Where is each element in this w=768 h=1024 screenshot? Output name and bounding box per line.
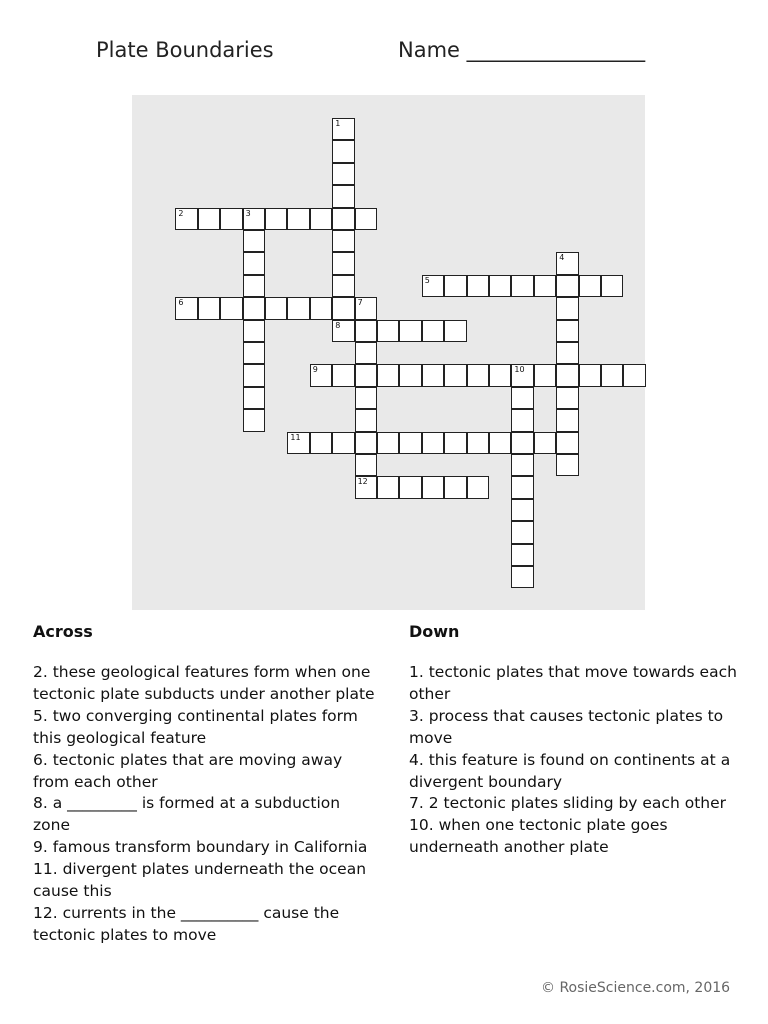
grid-cell[interactable] <box>355 454 377 476</box>
grid-cell[interactable] <box>243 252 265 274</box>
clue-number: 9 <box>312 365 318 375</box>
grid-cell[interactable] <box>422 364 444 386</box>
clue-number: 1 <box>335 119 341 128</box>
grid-cell[interactable] <box>265 297 287 319</box>
grid-cell[interactable] <box>355 208 377 230</box>
grid-cell[interactable] <box>243 297 265 319</box>
grid-cell[interactable] <box>556 275 578 297</box>
grid-cell[interactable] <box>377 476 399 498</box>
grid-cell[interactable] <box>332 140 354 162</box>
grid-cell[interactable] <box>399 432 421 454</box>
grid-cell[interactable] <box>556 252 578 274</box>
grid-cell[interactable] <box>534 275 556 297</box>
grid-cell[interactable] <box>332 163 354 185</box>
grid-cell[interactable] <box>198 208 220 230</box>
grid-cell[interactable] <box>511 566 533 588</box>
grid-cell[interactable] <box>467 476 489 498</box>
grid-cell[interactable] <box>444 364 466 386</box>
grid-cell[interactable] <box>511 476 533 498</box>
grid-cell[interactable] <box>511 454 533 476</box>
grid-cell[interactable] <box>534 432 556 454</box>
grid-cell[interactable] <box>310 364 332 386</box>
grid-cell[interactable] <box>310 432 332 454</box>
clue-across-6: 6. tectonic plates that are moving away from each other <box>33 750 343 791</box>
grid-cell[interactable] <box>511 275 533 297</box>
grid-cell[interactable] <box>355 409 377 431</box>
grid-cell[interactable] <box>623 364 645 386</box>
clue-across-5: 5. two converging continental plates form this geological feature <box>33 706 358 747</box>
clue-down-3: 3. process that causes tectonic plates to move <box>409 706 724 747</box>
grid-cell[interactable] <box>444 432 466 454</box>
clue-number: 8 <box>335 320 341 330</box>
grid-cell[interactable] <box>332 118 354 140</box>
grid-cell[interactable] <box>265 208 287 230</box>
grid-cell[interactable] <box>556 297 578 319</box>
grid-cell[interactable] <box>489 275 511 297</box>
grid-cell[interactable] <box>332 297 354 319</box>
grid-cell[interactable] <box>287 208 309 230</box>
grid-cell[interactable] <box>422 476 444 498</box>
grid-cell[interactable] <box>579 275 601 297</box>
grid-cell[interactable] <box>556 320 578 342</box>
grid-cell[interactable] <box>467 432 489 454</box>
grid-cell[interactable] <box>377 320 399 342</box>
grid-cell[interactable] <box>511 544 533 566</box>
grid-cell[interactable] <box>332 252 354 274</box>
grid-cell[interactable] <box>175 297 197 319</box>
grid-cell[interactable] <box>511 521 533 543</box>
clue-number: 11 <box>290 432 301 442</box>
grid-cell[interactable] <box>556 409 578 431</box>
down-heading: Down <box>409 622 460 641</box>
grid-cell[interactable] <box>556 342 578 364</box>
grid-cell[interactable] <box>467 364 489 386</box>
clue-across-9: 9. famous transform boundary in California <box>33 838 368 857</box>
clue-across-12: 12. currents in the __________ cause the tectonic plates to move <box>33 903 340 944</box>
grid-cell[interactable] <box>243 409 265 431</box>
grid-cell[interactable] <box>422 432 444 454</box>
grid-cell[interactable] <box>422 275 444 297</box>
clue-number: 5 <box>424 275 430 285</box>
clue-across-2: 2. these geological features form when one tectonic plate subducts under another plate <box>33 663 375 703</box>
grid-cell[interactable] <box>332 432 354 454</box>
grid-cell[interactable] <box>220 297 242 319</box>
across-clue-list <box>33 662 378 947</box>
grid-cell[interactable] <box>287 297 309 319</box>
grid-cell[interactable] <box>243 230 265 252</box>
clue-number: 4 <box>559 253 565 263</box>
grid-cell[interactable] <box>243 387 265 409</box>
clue-number: 10 <box>514 365 525 375</box>
grid-cell[interactable] <box>243 208 265 230</box>
grid-cell[interactable] <box>601 364 623 386</box>
clue-across-11: 11. divergent plates underneath the ocean cause this <box>33 860 367 901</box>
grid-cell[interactable] <box>355 476 377 498</box>
grid-cell[interactable] <box>355 297 377 319</box>
grid-cell[interactable] <box>355 387 377 409</box>
grid-cell[interactable] <box>310 208 332 230</box>
grid-cell[interactable] <box>355 320 377 342</box>
grid-cell[interactable] <box>332 320 354 342</box>
grid-cell[interactable] <box>444 476 466 498</box>
grid-cell[interactable] <box>399 364 421 386</box>
grid-cell[interactable] <box>355 342 377 364</box>
grid-cell[interactable] <box>422 320 444 342</box>
grid-cell[interactable] <box>556 364 578 386</box>
grid-cell[interactable] <box>175 208 197 230</box>
clue-number: 12 <box>357 477 368 487</box>
grid-cell[interactable] <box>511 499 533 521</box>
across-heading: Across <box>33 622 93 641</box>
grid-cell[interactable] <box>399 476 421 498</box>
grid-cell[interactable] <box>556 387 578 409</box>
clue-down-10: 10. when one tectonic plate goes underneath another plate <box>409 816 668 857</box>
grid-cell[interactable] <box>287 432 309 454</box>
clue-number: 3 <box>245 208 251 218</box>
grid-cell[interactable] <box>332 185 354 207</box>
grid-cell[interactable] <box>355 364 377 386</box>
grid-cell[interactable] <box>511 364 533 386</box>
grid-cell[interactable] <box>377 432 399 454</box>
clue-down-1: 1. tectonic plates that move towards each other <box>409 663 737 703</box>
page-title: Plate Boundaries <box>96 38 274 62</box>
grid-cell[interactable] <box>511 409 533 431</box>
grid-cell[interactable] <box>332 230 354 252</box>
clue-across-8: 8. a _________ is formed at a subduction zone <box>33 794 341 835</box>
grid-cell[interactable] <box>444 275 466 297</box>
grid-cell[interactable] <box>243 320 265 342</box>
copyright-footer: © RosieScience.com, 2016 <box>541 980 731 996</box>
clue-down-4: 4. this feature is found on continents at a divergent boundary <box>409 750 731 791</box>
grid-cell[interactable] <box>489 432 511 454</box>
grid-cell[interactable] <box>355 432 377 454</box>
grid-cell[interactable] <box>377 364 399 386</box>
grid-cell[interactable] <box>467 275 489 297</box>
grid-cell[interactable] <box>579 364 601 386</box>
grid-cell[interactable] <box>556 454 578 476</box>
grid-cell[interactable] <box>332 208 354 230</box>
grid-cell[interactable] <box>511 432 533 454</box>
grid-cell[interactable] <box>332 364 354 386</box>
grid-cell[interactable] <box>220 208 242 230</box>
clue-number: 2 <box>178 208 184 218</box>
crossword-grid <box>132 95 645 610</box>
grid-cell[interactable] <box>198 297 220 319</box>
clue-number: 7 <box>357 298 363 308</box>
grid-cell[interactable] <box>511 387 533 409</box>
grid-cell[interactable] <box>399 320 421 342</box>
name-field-label: Name _________________ <box>398 38 646 62</box>
grid-cell[interactable] <box>243 364 265 386</box>
down-clue-list <box>409 662 754 859</box>
grid-cell[interactable] <box>243 342 265 364</box>
clue-number: 6 <box>178 298 184 308</box>
clue-down-7: 7. 2 tectonic plates sliding by each other <box>409 794 727 813</box>
grid-cell[interactable] <box>534 364 556 386</box>
grid-cell[interactable] <box>444 320 466 342</box>
grid-cell[interactable] <box>310 297 332 319</box>
grid-cell[interactable] <box>601 275 623 297</box>
grid-cell[interactable] <box>332 275 354 297</box>
grid-cell[interactable] <box>243 275 265 297</box>
grid-cell[interactable] <box>489 364 511 386</box>
grid-cell[interactable] <box>556 432 578 454</box>
